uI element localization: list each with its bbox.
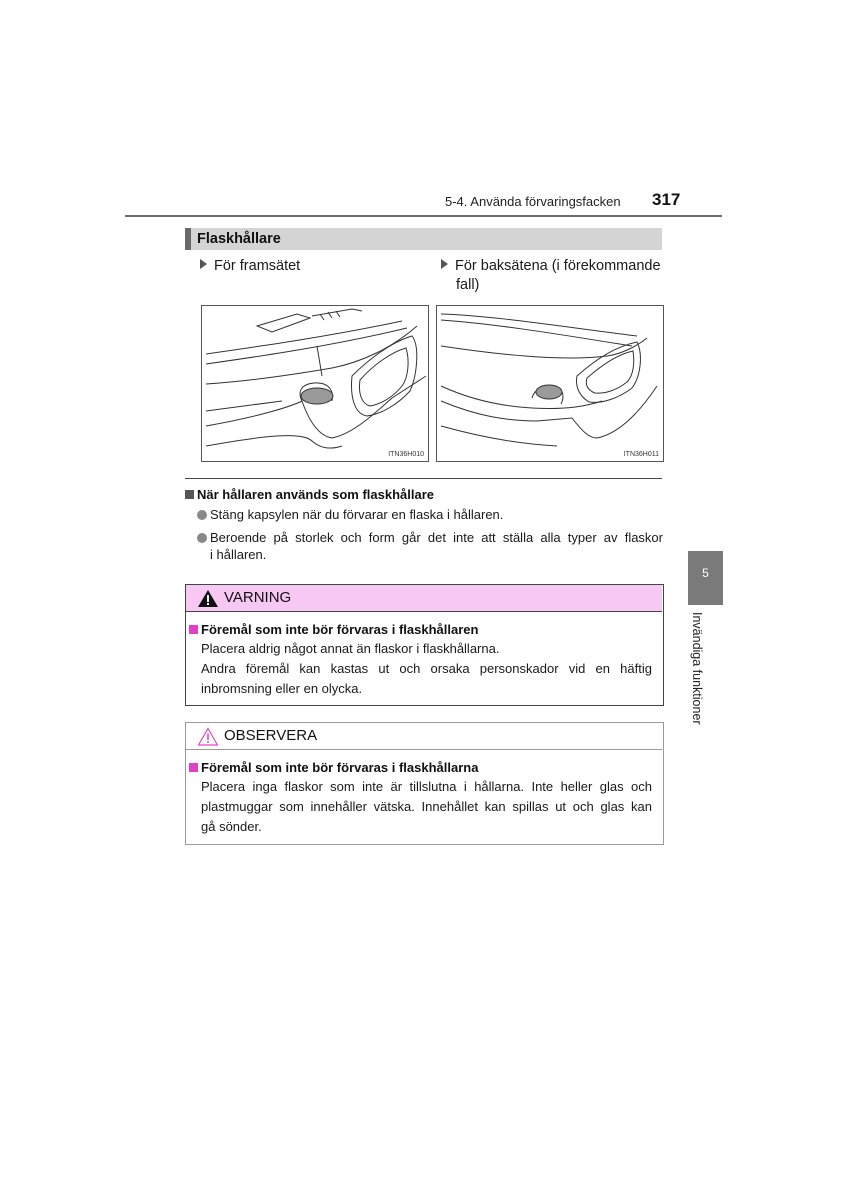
warning-line: Placera aldrig något annat än flaskor i flaskhållarna. (201, 641, 500, 656)
header-divider (125, 215, 722, 217)
rear-seat-label-line2: fall) (456, 277, 480, 293)
square-bullet-icon (185, 490, 194, 499)
content-divider (185, 478, 662, 479)
usage-item-continuation: i hållaren. (210, 547, 267, 562)
square-bullet-icon (189, 625, 198, 634)
notice-title: OBSERVERA (224, 727, 318, 744)
circle-bullet-icon (197, 533, 207, 543)
front-figure-code: ITN36H010 (388, 451, 424, 458)
warning-line: Andra föremål kan kastas ut och orsaka personskador vid en häftig (201, 661, 652, 676)
rear-figure-code: ITN36H011 (623, 451, 659, 458)
front-door-drawing (202, 306, 428, 461)
usage-item-text: Beroende på storlek och form går det inte att ställa alla typer av flaskor (210, 530, 663, 545)
page-number: 317 (652, 190, 681, 209)
usage-item-text: Stäng kapsylen när du förvarar en flaska i hållaren. (210, 507, 504, 522)
notice-heading (189, 760, 478, 775)
triangle-right-icon (200, 259, 207, 269)
chapter-tab-number: 5 (702, 566, 709, 580)
warning-body (201, 639, 652, 699)
rear-door-drawing (437, 306, 663, 461)
rear-seat-label-line1: För baksätena (i förekommande (455, 258, 661, 274)
notice-line: gå sönder. (201, 819, 262, 834)
usage-item (197, 505, 663, 525)
front-seat-label (200, 257, 300, 276)
section-title: Flaskhållare (197, 231, 281, 247)
warning-line: inbromsning eller en olycka. (201, 681, 363, 696)
section-title-accent (185, 228, 191, 250)
notice-line: Placera inga flaskor som inte är tillslutna i hållarna. Inte heller glas och (201, 779, 652, 794)
usage-item (197, 528, 663, 548)
warning-heading-text: Föremål som inte bör förvaras i flaskhållaren (201, 622, 479, 637)
notice-body (201, 777, 652, 837)
warning-heading (189, 622, 478, 637)
caution-triangle-outline-icon (197, 727, 219, 746)
front-door-illustration (201, 305, 429, 462)
front-seat-label-text: För framsätet (214, 258, 301, 274)
notice-line: plastmuggar som innehåller vätska. Innehållet kan spillas ut och glas kan (201, 799, 652, 814)
triangle-right-icon (441, 259, 448, 269)
section-header: 5-4. Använda förvaringsfacken (445, 194, 621, 209)
notice-heading-text: Föremål som inte bör förvaras i flaskhållarna (201, 760, 479, 775)
circle-bullet-icon (197, 510, 207, 520)
chapter-tab-label: Invändiga funktioner (690, 612, 704, 725)
usage-heading-text: När hållaren används som flaskhållare (197, 487, 434, 502)
square-bullet-icon (189, 763, 198, 772)
warning-triangle-icon (197, 589, 219, 608)
warning-title: VARNING (224, 589, 292, 606)
rear-door-illustration (436, 305, 664, 462)
rear-seat-label (441, 257, 661, 276)
usage-heading (185, 487, 434, 502)
